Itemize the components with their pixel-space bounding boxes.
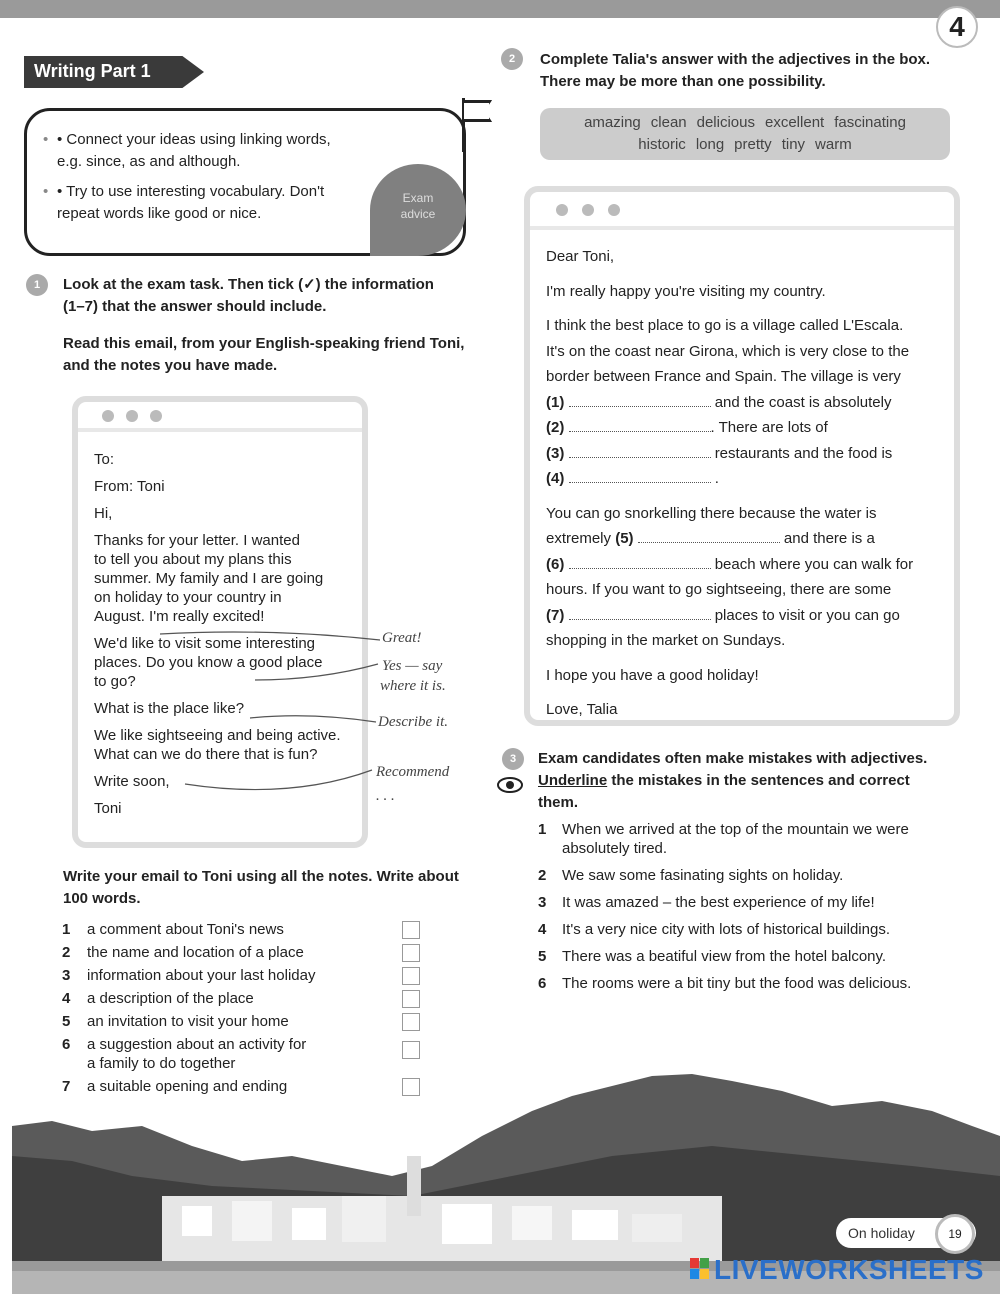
list-item: 6 a suggestion about an activity for a family to do together (62, 1035, 422, 1073)
tick-checkbox[interactable] (402, 944, 420, 962)
exercise-1-number: 1 (26, 274, 48, 296)
gap-5-input[interactable] (638, 529, 780, 543)
letter-paragraph: I'm really happy you're visiting my country. (546, 282, 826, 300)
watermark: LIVEWORKSHEETS (714, 1254, 984, 1285)
note-yes: Yes — say (382, 658, 443, 674)
list-item: 6 The rooms were a bit tiny but the food was delicious. (538, 975, 912, 992)
note-recommend: Recommend (376, 764, 450, 780)
tick-checkbox[interactable] (402, 1013, 420, 1031)
gap-3-input[interactable] (569, 444, 711, 458)
eye-icon (496, 774, 526, 796)
gap-7-input[interactable] (569, 606, 711, 620)
list-item: 4 a description of the place (62, 987, 422, 1010)
toni-email-window (72, 396, 368, 848)
gap-4-input[interactable] (569, 469, 711, 483)
letter-greeting: Dear Toni, (546, 248, 615, 265)
tick-checkbox[interactable] (402, 921, 420, 939)
window-dot-icon (582, 204, 594, 216)
list-item: 3 It was amazed – the best experience of my life! (538, 894, 875, 911)
list-item: 2 the name and location of a place (62, 941, 422, 964)
letter-paragraph: I hope you have a good holiday! (546, 666, 759, 684)
window-dot-icon (556, 204, 568, 216)
list-item: 7 a suitable opening and ending (62, 1075, 422, 1098)
advice-item: • • Try to use interesting vocabulary. Don't repeat words like good or nice. (57, 181, 353, 225)
exercise-1-write-instruction: Write your email to Toni using all the notes. Write about 100 words. (63, 868, 459, 907)
adjective-word-box: amazing clean delicious excellent fascinating historic long pretty tiny warm (540, 108, 950, 160)
window-titlebar (530, 192, 954, 230)
note-describe: Describe it. (378, 714, 448, 730)
note-dots: . . . (376, 788, 395, 804)
letter-paragraph: I think the best place to go is a village called L'Escala. It's on the coast near Girona, which is very close to the border between France and Spain. The village is very (1) and the coast is absolutely (2) . There are lots of (3) restaurants and the food is (4) . (546, 317, 910, 487)
page-number: 19 (935, 1214, 975, 1254)
window-titlebar (78, 402, 362, 432)
email-to: To: (94, 451, 115, 468)
gap-1-input[interactable] (569, 393, 711, 407)
tick-checkbox[interactable] (402, 1041, 420, 1059)
email-signature: Toni (94, 800, 122, 817)
list-item: 2 We saw some fasinating sights on holiday. (538, 867, 844, 884)
list-item: 5 an invitation to visit your home (62, 1010, 422, 1033)
tick-checkbox[interactable] (402, 990, 420, 1008)
exercise-1-instruction: Look at the exam task. Then tick (✓) the information (1–7) that the answer should include. (63, 276, 434, 315)
exam-advice-bubble: Exam advice (370, 164, 466, 256)
email-paragraph: What is the place like? (94, 700, 245, 717)
email-from: From: Toni (94, 478, 165, 495)
top-bar (0, 0, 1000, 18)
advice-item: • • Connect your ideas using linking words, e.g. since, as and although. (57, 129, 353, 173)
unit-number: 4 (936, 6, 978, 48)
letter-signature: Love, Talia (546, 701, 618, 718)
list-item: 4 It's a very nice city with lots of historical buildings. (538, 921, 890, 938)
list-item: 1 When we arrived at the top of the mountain we were absolutely tired. (538, 821, 909, 857)
flag-icon (464, 100, 492, 122)
letter-paragraph: You can go snorkelling there because the water is extremely (5) and there is a (6) beach where you can walk for hours. If you want to go sightseeing, there are some (7) places to visit or you can go shopping in the market on Sundays. (546, 504, 914, 649)
tick-checkbox[interactable] (402, 967, 420, 985)
list-item: 5 There was a beatiful view from the hotel balcony. (538, 948, 887, 965)
email-closing: Write soon, (94, 773, 170, 790)
list-item: 3 information about your last holiday (62, 964, 422, 987)
window-dot-icon (150, 410, 162, 422)
exercise-2-number: 2 (501, 48, 523, 70)
exercise-1-read-instruction: Read this email, from your English-speaking friend Toni, and the notes you have made. (63, 335, 465, 374)
note-where: where it is. (380, 678, 446, 694)
list-item: 1 a comment about Toni's news (62, 918, 422, 941)
talia-letter-window (524, 186, 960, 726)
exercise-2-instruction: Complete Talia's answer with the adjectives in the box. There may be more than one possibility. (540, 51, 931, 90)
window-dot-icon (102, 410, 114, 422)
email-paragraph: Thanks for your letter. I wanted to tell you about my plans this summer. My family and I are going on holiday to your country in August. I'm really excited! (94, 532, 324, 625)
window-dot-icon (126, 410, 138, 422)
gap-6-input[interactable] (569, 555, 711, 569)
liveworksheets-logo-icon (690, 1258, 710, 1280)
section-title: Writing Part 1 (34, 61, 151, 81)
note-great: Great! (382, 630, 422, 646)
email-greeting: Hi, (94, 505, 113, 522)
section-banner (24, 56, 204, 88)
email-paragraph: We like sightseeing and being active. What can we do there that is fun? (94, 727, 341, 763)
window-dot-icon (608, 204, 620, 216)
mistakes-list (538, 820, 948, 1001)
exercise-3-instruction: Exam candidates often make mistakes with adjectives. Underline the mistakes in the sentences and correct them. (538, 750, 928, 811)
exercise-3-number: 3 (502, 748, 524, 770)
email-paragraph: We'd like to visit some interesting places. Do you know a good place to go? (94, 635, 323, 690)
footer-topic: On holiday (836, 1218, 976, 1248)
gap-2-input[interactable] (569, 418, 711, 432)
